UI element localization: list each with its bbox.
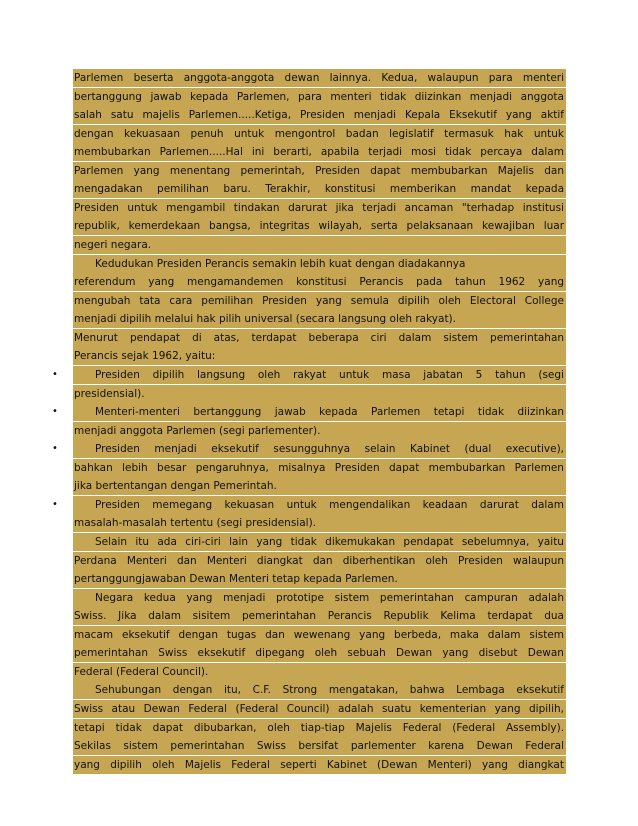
text-line: Perancis sejak 1962, yaitu: [73, 347, 566, 365]
text-line: mengubah tata cara pemilihan Presiden yang semula dipilih oleh Electoral College [73, 292, 566, 310]
text-line: Swiss. Jika dalam sisitem pemerintahan Perancis Republik Kelima terdapat dua [73, 607, 566, 625]
text-line: Parlemen yang menentang pemerintah, Presiden dapat membubarkan Majelis dan [73, 162, 566, 180]
text-line: Presiden menjadi eksekutif sesungguhnya selain Kabinet (dual executive), [73, 440, 566, 458]
text-line: presidensial). [73, 385, 566, 403]
text-line: Swiss atau Dewan Federal (Federal Council) adalah suatu kementerian yang dipilih, [73, 700, 566, 718]
text-line: Sekilas sistem pemerintahan Swiss bersifat parlementer karena Dewan Federal [73, 737, 566, 755]
text-line: yang dipilih oleh Majelis Federal seperti Kabinet (Dewan Menteri) yang diangkat [73, 756, 566, 774]
text-line: Presiden untuk mengambil tindakan darurat jika terjadi ancaman "terhadap institusi [73, 199, 566, 217]
text-line: bahkan lebih besar pengaruhnya, misalnya Presiden dapat membubarkan Parlemen [73, 459, 566, 477]
text-line: Perdana Menteri dan Menteri diangkat dan diberhentikan oleh Presiden walaupun [73, 552, 566, 570]
text-line: tetapi tidak dapat dibubarkan, oleh tiap-tiap Majelis Federal (Federal Assembly). [73, 719, 566, 737]
text-line: Sehubungan dengan itu, C.F. Strong mengatakan, bahwa Lembaga eksekutif [73, 681, 566, 699]
text-line: Presiden memegang kekuasan untuk mengendalikan keadaan darurat dalam [73, 496, 566, 514]
text-line: membubarkan Parlemen.....Hal ini berarti, apabila terjadi mosi tidak percaya dalam [73, 143, 566, 161]
bullet-marker: • [52, 443, 58, 454]
text-line: Negara kedua yang menjadi prototipe sistem pemerintahan campuran adalah [73, 589, 566, 607]
text-line: pemerintahan Swiss eksekutif dipegang oleh sebuah Dewan yang disebut Dewan [73, 644, 566, 662]
text-line: menjadi anggota Parlemen (segi parlementer). [73, 422, 566, 440]
text-line: masalah-masalah tertentu (segi presidensial). [73, 514, 566, 532]
text-line: bertanggung jawab kepada Parlemen, para menteri tidak diizinkan menjadi anggota [73, 88, 566, 106]
text-line: jika bertentangan dengan Pemerintah. [73, 477, 566, 495]
text-line: macam eksekutif dengan tugas dan wewenang yang berbeda, maka dalam sistem [73, 626, 566, 644]
text-line: mengadakan pemilihan baru. Terakhir, konstitusi memberikan mandat kepada [73, 180, 566, 198]
text-line: salah satu majelis Parlemen.....Ketiga, Presiden menjadi Kepala Eksekutif yang aktif [73, 106, 566, 124]
text-line: Kedudukan Presiden Perancis semakin lebih kuat dengan diadakannya [73, 255, 566, 273]
text-line: referendum yang mengamandemen konstitusi Perancis pada tahun 1962 yang [73, 273, 566, 291]
text-line: negeri negara. [73, 236, 566, 254]
text-line: pertanggungjawaban Dewan Menteri tetap kepada Parlemen. [73, 570, 566, 588]
text-line: menjadi dipilih melalui hak pilih universal (secara langsung oleh rakyat). [73, 310, 566, 328]
text-line: republik, kemerdekaan bangsa, integritas wilayah, serta pelaksanaan kewajiban luar [73, 217, 566, 235]
text-line: Menurut pendapat di atas, terdapat beberapa ciri dalam sistem pemerintahan [73, 329, 566, 347]
text-line: Menteri-menteri bertanggung jawab kepada Parlemen tetapi tidak diizinkan [73, 403, 566, 421]
bullet-marker: • [52, 406, 58, 417]
text-line: Selain itu ada ciri-ciri lain yang tidak dikemukakan pendapat sebelumnya, yaitu [73, 533, 566, 551]
bullet-marker: • [52, 369, 58, 380]
text-line: Parlemen beserta anggota-anggota dewan lainnya. Kedua, walaupun para menteri [73, 69, 566, 87]
text-line: Presiden dipilih langsung oleh rakyat untuk masa jabatan 5 tahun (segi [73, 366, 566, 384]
text-line: dengan kekuasaan penuh untuk mengontrol badan legislatif termasuk hak untuk [73, 125, 566, 143]
bullet-marker: • [52, 499, 58, 510]
text-line: Federal (Federal Council). [73, 663, 566, 681]
